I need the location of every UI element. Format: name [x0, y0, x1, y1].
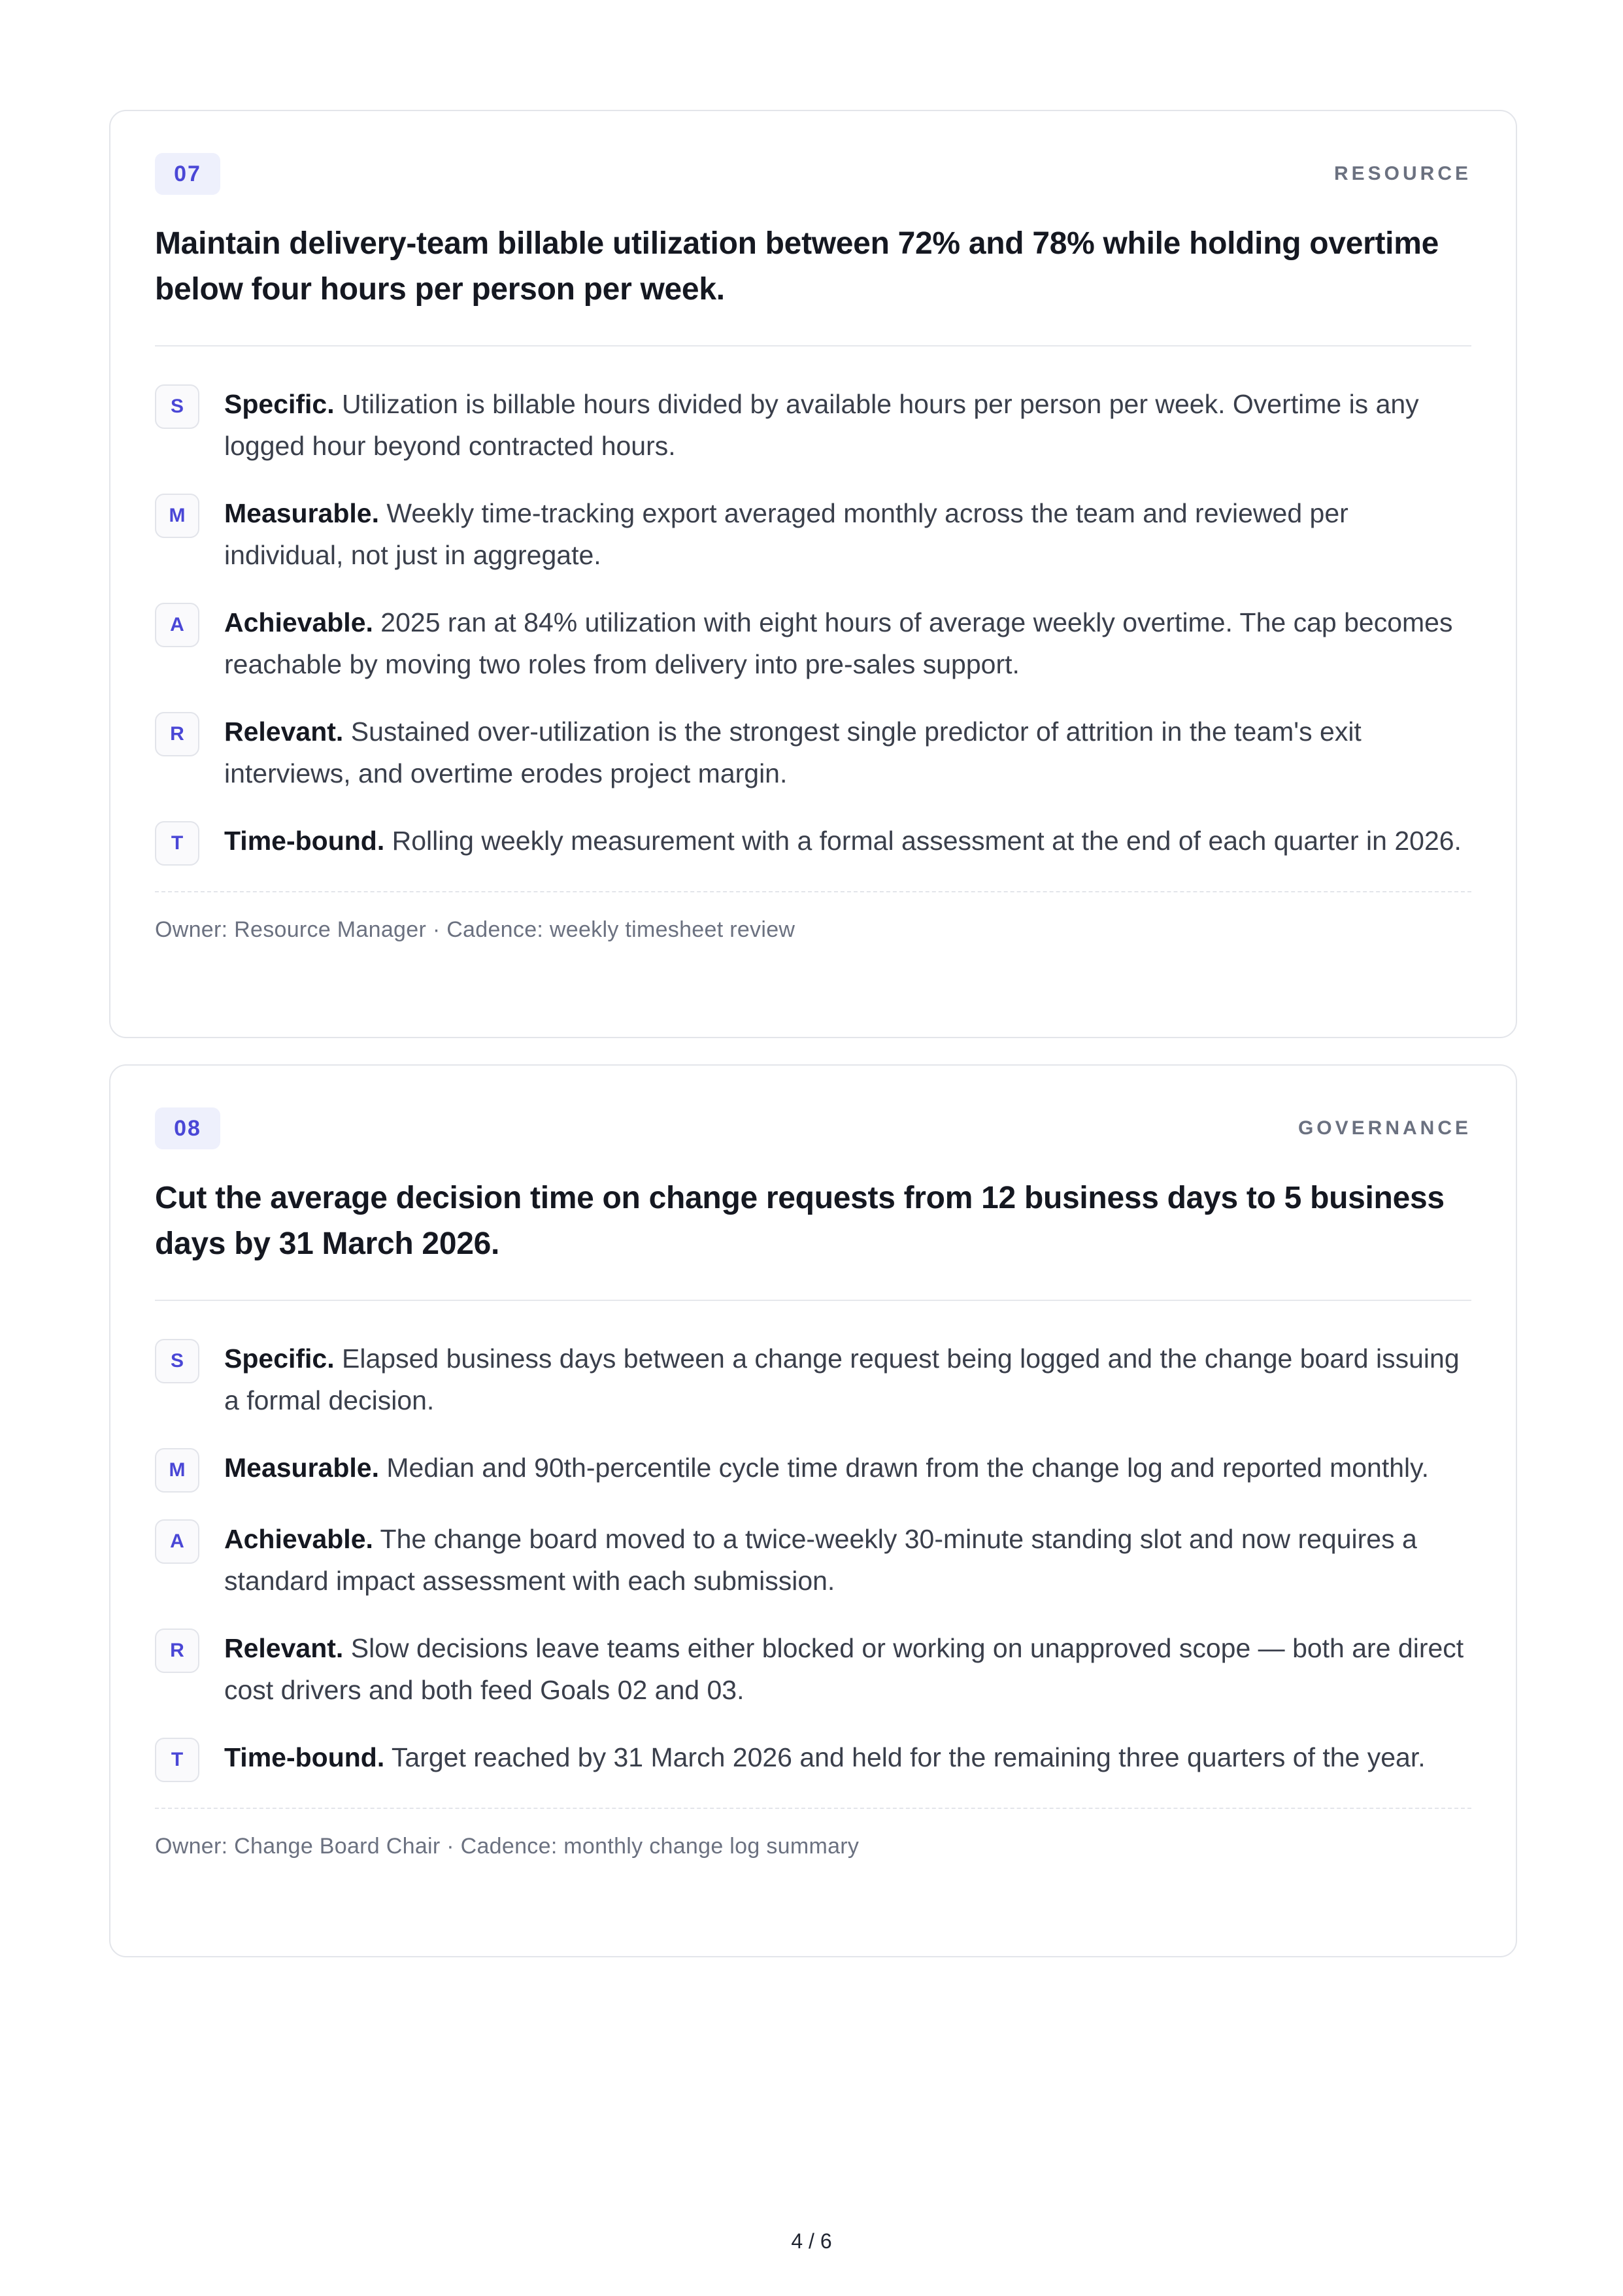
smart-item-label: Measurable.: [224, 498, 379, 528]
letter-chip: A: [155, 1519, 199, 1564]
smart-item-label: Time-bound.: [224, 1742, 385, 1772]
smart-item-text: [224, 820, 1462, 862]
smart-item-body: Utilization is billable hours divided by available hours per person per week. Overtime is any logged hour beyond contracted hours.: [224, 389, 1419, 461]
letter-chip: S: [155, 384, 199, 429]
smart-item-body: The change board moved to a twice-weekly 30-minute standing slot and now requires a standard impact assessment with each submission.: [224, 1524, 1417, 1596]
goal-category: GOVERNANCE: [1297, 1117, 1471, 1139]
letter-chip: M: [155, 1448, 199, 1493]
smart-item-text: [224, 1736, 1426, 1778]
smart-item-body: 2025 ran at 84% utilization with eight hours of average weekly overtime. The cap becomes reachable by moving two roles from delivery into pre-sales support.: [224, 607, 1453, 679]
smart-item-text: [224, 601, 1471, 685]
smart-criteria-list: [155, 383, 1471, 866]
smart-item-measurable: [155, 492, 1471, 576]
smart-item-label: Achievable.: [224, 607, 373, 637]
goal-title: Maintain delivery-team billable utilization between 72% and 78% while holding overtime below four hours per person per week.: [155, 226, 1439, 307]
card-header: [155, 153, 1471, 195]
divider: [155, 345, 1471, 346]
smart-criteria-list: [155, 1338, 1471, 1782]
owner-cadence-line: Owner: Resource Manager · Cadence: weekly timesheet review: [155, 917, 795, 942]
letter-chip: R: [155, 712, 199, 756]
letter-chip: T: [155, 821, 199, 866]
letter-chip: T: [155, 1738, 199, 1782]
smart-item-label: Measurable.: [224, 1453, 379, 1483]
smart-item-label: Relevant.: [224, 717, 344, 747]
goal-title: Cut the average decision time on change requests from 12 business days to 5 business days by 31 March 2026.: [155, 1181, 1445, 1261]
smart-item-label: Specific.: [224, 389, 335, 419]
smart-item-measurable: [155, 1447, 1471, 1493]
goal-number-badge: 08: [155, 1107, 220, 1149]
smart-item-body: Sustained over-utilization is the strongest single predictor of attrition in the team's exit interviews, and overtime erodes project margin.: [224, 717, 1362, 788]
smart-item-body: Target reached by 31 March 2026 and held for the remaining three quarters of the year.: [391, 1742, 1426, 1772]
smart-item-body: Slow decisions leave teams either blocked or working on unapproved scope — both are direct cost drivers and both feed Goals 02 and 03.: [224, 1633, 1464, 1705]
smart-item-text: [224, 492, 1471, 576]
goal-card-07: [109, 110, 1517, 1038]
goal-category: RESOURCE: [1333, 163, 1471, 184]
smart-item-specific: [155, 383, 1471, 467]
smart-item-time-bound: [155, 820, 1471, 866]
smart-item-relevant: [155, 1627, 1471, 1711]
smart-item-body: Weekly time-tracking export averaged monthly across the team and reviewed per individual, not just in aggregate.: [224, 498, 1348, 570]
smart-item-achievable: [155, 601, 1471, 685]
smart-item-text: [224, 1627, 1471, 1711]
smart-item-specific: [155, 1338, 1471, 1421]
smart-item-text: [224, 711, 1471, 794]
owner-cadence-line: Owner: Change Board Chair · Cadence: monthly change log summary: [155, 1834, 860, 1859]
smart-item-label: Time-bound.: [224, 826, 385, 856]
smart-item-text: [224, 383, 1471, 467]
letter-chip: M: [155, 494, 199, 538]
smart-item-label: Relevant.: [224, 1633, 344, 1663]
goal-number-badge: 07: [155, 153, 220, 195]
card-header: [155, 1107, 1471, 1149]
goal-card-08: [109, 1064, 1517, 1957]
letter-chip: S: [155, 1339, 199, 1383]
divider: [155, 1300, 1471, 1301]
smart-item-label: Specific.: [224, 1343, 335, 1374]
page-number: 4 / 6: [791, 2229, 832, 2253]
smart-item-achievable: [155, 1518, 1471, 1602]
smart-item-text: [224, 1447, 1429, 1489]
smart-item-body: Rolling weekly measurement with a formal assessment at the end of each quarter in 2026.: [392, 826, 1462, 856]
smart-item-body: Elapsed business days between a change request being logged and the change board issuing a formal decision.: [224, 1343, 1460, 1415]
smart-item-body: Median and 90th-percentile cycle time drawn from the change log and reported monthly.: [386, 1453, 1429, 1483]
smart-item-text: [224, 1518, 1471, 1602]
smart-item-time-bound: [155, 1736, 1471, 1782]
smart-item-relevant: [155, 711, 1471, 794]
smart-item-text: [224, 1338, 1471, 1421]
letter-chip: R: [155, 1629, 199, 1673]
letter-chip: A: [155, 603, 199, 647]
smart-item-label: Achievable.: [224, 1524, 373, 1554]
